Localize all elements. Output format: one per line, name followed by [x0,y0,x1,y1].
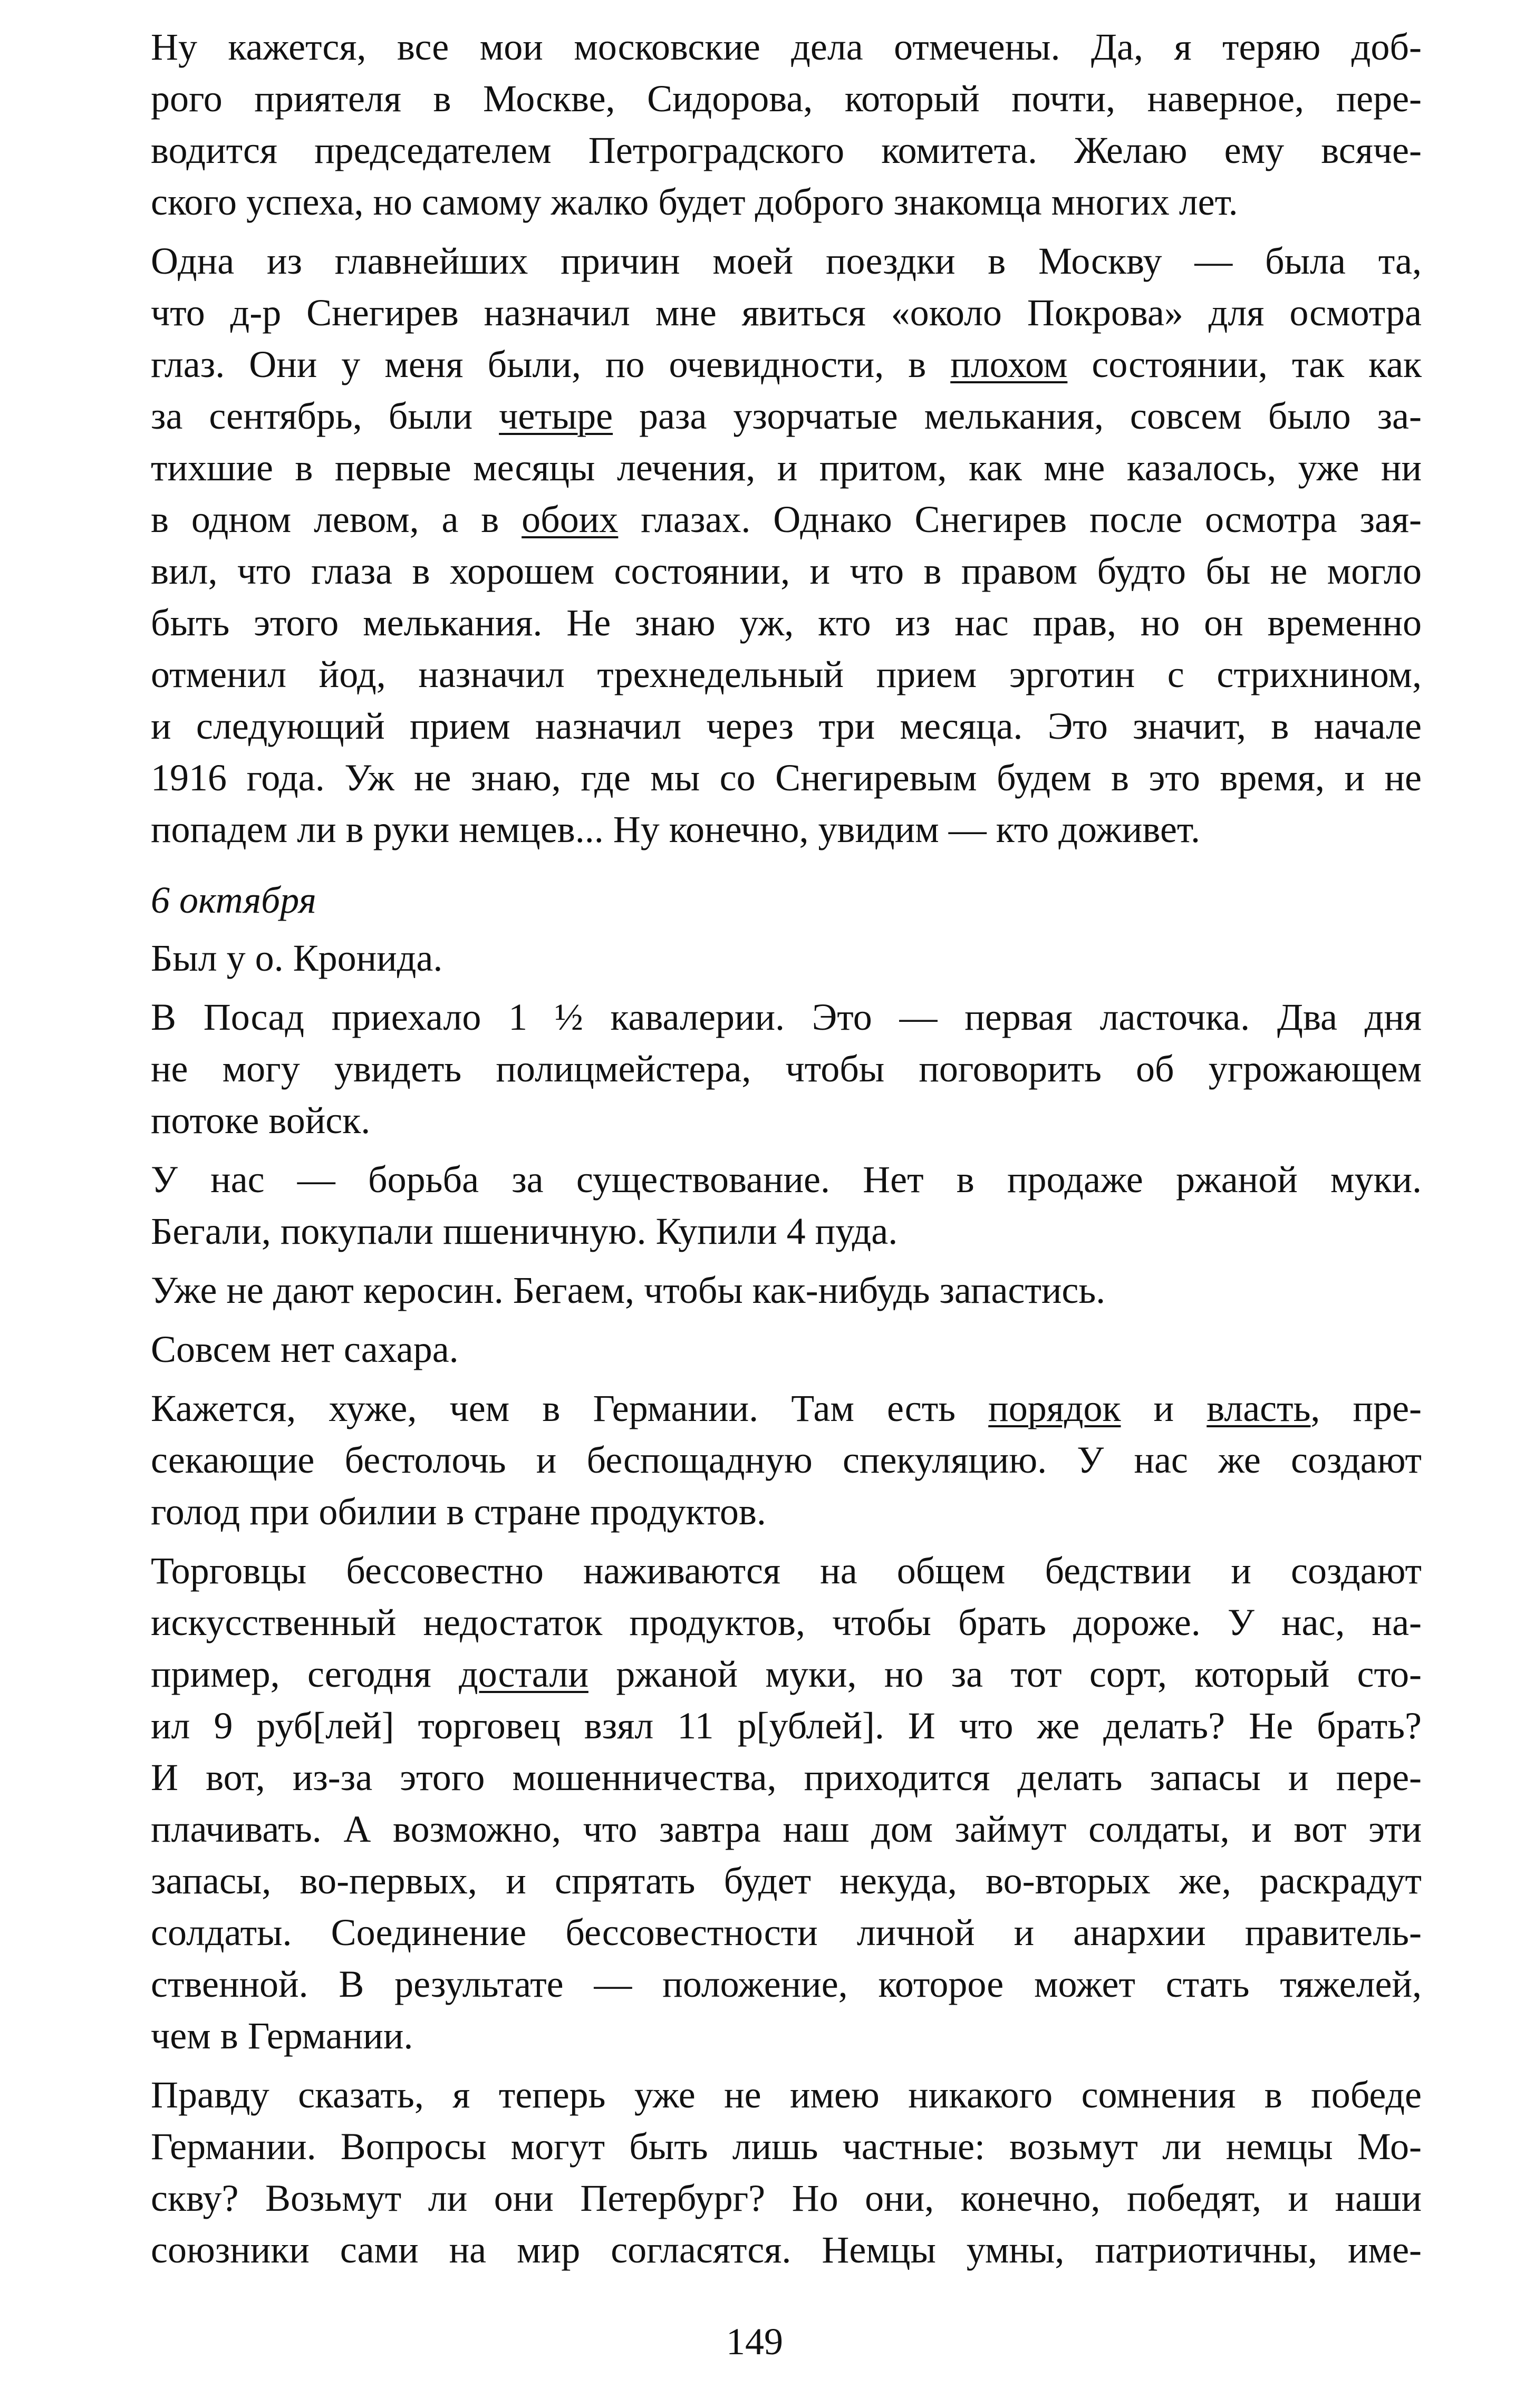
text-line: вил, что глаза в хорошем состоянии, и что в правом будто бы не могло [151,550,1422,592]
text-line: пример, сегодня достали ржаной муки, но за тот сорт, который сто- [151,1653,1422,1695]
text-line: секающие бестолочь и беспощадную спекуляцию. У нас же создают [151,1439,1422,1481]
text-line: быть этого мелькания. Не знаю уж, кто из нас прав, но он временно [151,602,1422,644]
text-line: ского успеха, но самому жалко будет доброго знакомца многих лет. [151,181,1238,223]
paragraph-kerosene [88,1264,1422,1316]
page-number: 149 [726,2320,783,2363]
text-line: водится председателем Петроградского комитета. Желаю ему всяче- [151,129,1422,171]
text-line: союзники сами на мир согласятся. Немцы умны, патриотичны, име- [151,2229,1422,2271]
paragraph-germany-comparison [88,1382,1422,1537]
text-line: солдаты. Соединение бессовестности личной и анархии правитель- [151,1911,1422,1954]
text-line: Торговцы бессовестно наживаются на общем бедствии и создают [151,1550,1422,1592]
paragraph-victory [88,2069,1422,2276]
text-line: Бегали, покупали пшеничную. Купили 4 пуда. [151,1210,898,1252]
text-line: потоке войск. [151,1099,371,1142]
text-line: Был у о. Кронида. [151,937,443,979]
text-line: плачивать. А возможно, что завтра наш дом займут солдаты, и вот эти [151,1808,1422,1850]
text-line: И вот, из-за этого мошенничества, приходится делать запасы и пере- [151,1756,1422,1798]
text-line: рого приятеля в Москве, Сидорова, который почти, наверное, пере- [151,78,1422,120]
text-line: голод при обилии в стране продуктов. [151,1491,766,1533]
paragraph-flour [88,1154,1422,1257]
text-line: Уже не дают керосин. Бегаем, чтобы как-нибудь запастись. [151,1269,1106,1311]
paragraph-sugar [88,1323,1422,1375]
text-line: скву? Возьмут ли они Петербург? Но они, конечно, победят, и наши [151,2177,1422,2219]
underlined-word: обоих [522,498,619,540]
text-line: У нас — борьба за существование. Нет в продаже ржаной муки. [151,1158,1422,1201]
text-line: Кажется, хуже, чем в Германии. Там есть порядок и власть, пре- [151,1387,1422,1429]
text-line: ственной. В результате — положение, которое может стать тяжелей, [151,1963,1422,2005]
paragraph-traders [88,1545,1422,2062]
underlined-word: власть [1207,1387,1311,1429]
text-line: 1916 года. Уж не знаю, где мы со Снегиревым будем в это время, и не [151,757,1422,799]
text-line: что д-р Снегирев назначил мне явиться «около Покрова» для осмотра [151,292,1422,334]
text-line: не могу увидеть полицмейстера, чтобы поговорить об угрожающем [151,1048,1422,1090]
underlined-word: плохом [950,343,1068,385]
text-line: тихшие в первые месяцы лечения, и притом, как мне казалось, уже ни [151,447,1422,489]
text-line: глаз. Они у меня были, по очевидности, в плохом состоянии, так как [151,343,1422,385]
text-line: запасы, во-первых, и спрятать будет некуда, во-вторых же, раскрадут [151,1860,1422,1902]
page-body [88,21,1422,2383]
paragraph-moscow-affairs [88,21,1422,228]
text-line: в одном левом, а в обоих глазах. Однако Снегирев после осмотра зая- [151,498,1422,540]
text-line: попадем ли в руки немцев... Ну конечно, увидим — кто доживет. [151,808,1200,850]
text-line: за сентябрь, были четыре раза узорчатые мелькания, совсем было за- [151,395,1422,437]
underlined-word: четыре [499,395,613,437]
paragraph-visit [88,932,1422,984]
text-line: Совсем нет сахара. [151,1328,459,1370]
text-line: Германии. Вопросы могут быть лишь частные: возьмут ли немцы Мо- [151,2125,1422,2168]
text-line: чем в Германии. [151,2015,413,2057]
text-line: отменил йод, назначил трехнедельный прием эрготин с стрихнином, [151,653,1422,695]
underlined-word: достали [459,1653,588,1695]
paragraph-eye-exam [88,235,1422,855]
underlined-word: порядок [988,1387,1121,1429]
text-line: ил 9 руб[лей] торговец взял 11 р[ублей]. И что же делать? Не брать? [151,1705,1422,1747]
text-line: и следующий прием назначил через три месяца. Это значит, в начале [151,705,1422,747]
text-line: Правду сказать, я теперь уже не имею никакого сомнения в победе [151,2074,1422,2116]
text-line: искусственный недостаток продуктов, чтобы брать дороже. У нас, на- [151,1601,1422,1643]
text-line: Ну кажется, все мои московские дела отмечены. Да, я теряю доб- [151,26,1422,68]
diary-date-heading: 6 октября [151,879,316,921]
text-line: В Посад приехало 1 ½ кавалерии. Это — первая ласточка. Два дня [151,996,1422,1038]
text-line: Одна из главнейших причин моей поездки в Москву — была та, [151,240,1422,282]
paragraph-cavalry [88,991,1422,1146]
